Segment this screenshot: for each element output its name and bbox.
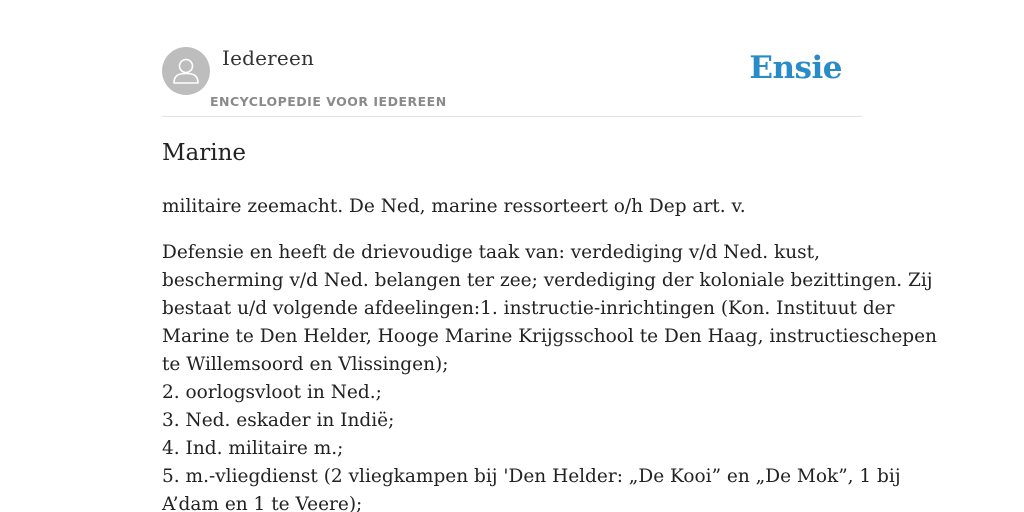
list-item: 5. m.-vliegdienst (2 vliegkampen bij 'Den Helder: „De Kooi” en „De Mok”, 1 bij <box>162 466 901 487</box>
page-header <box>162 0 862 117</box>
body-line: bescherming v/d Ned. belangen ter zee; verdediging der koloniale bezittingen. Zij <box>162 270 933 291</box>
site-subtitle: ENCYCLOPEDIE VOOR IEDEREEN <box>210 94 447 109</box>
site-logo[interactable]: Ensie <box>749 50 842 86</box>
body-line: bestaat u/d volgende afdeelingen:1. instructie-inrichtingen (Kon. Instituut der <box>162 298 895 319</box>
page-container <box>162 0 937 512</box>
body-line: Marine te Den Helder, Hooge Marine Krijgsschool te Den Haag, instructieschepen <box>162 326 937 347</box>
article-body <box>162 239 937 512</box>
list-item: 3. Ned. eskader in Indië; <box>162 410 395 431</box>
article-intro: militaire zeemacht. De Ned, marine ressorteert o/h Dep art. v. <box>162 196 746 217</box>
user-icon <box>162 47 210 95</box>
list-item: A’dam en 1 te Veere); <box>162 494 363 512</box>
list-item: 4. Ind. militaire m.; <box>162 438 344 459</box>
body-line: te Willemsoord en Vlissingen); <box>162 354 449 375</box>
body-line: Defensie en heeft de drievoudige taak van: verdediging v/d Ned. kust, <box>162 242 820 263</box>
avatar[interactable] <box>162 47 210 95</box>
article-title: Marine <box>162 140 247 166</box>
list-item: 2. oorlogsvloot in Ned.; <box>162 382 382 403</box>
author-name[interactable]: Iedereen <box>222 46 315 70</box>
